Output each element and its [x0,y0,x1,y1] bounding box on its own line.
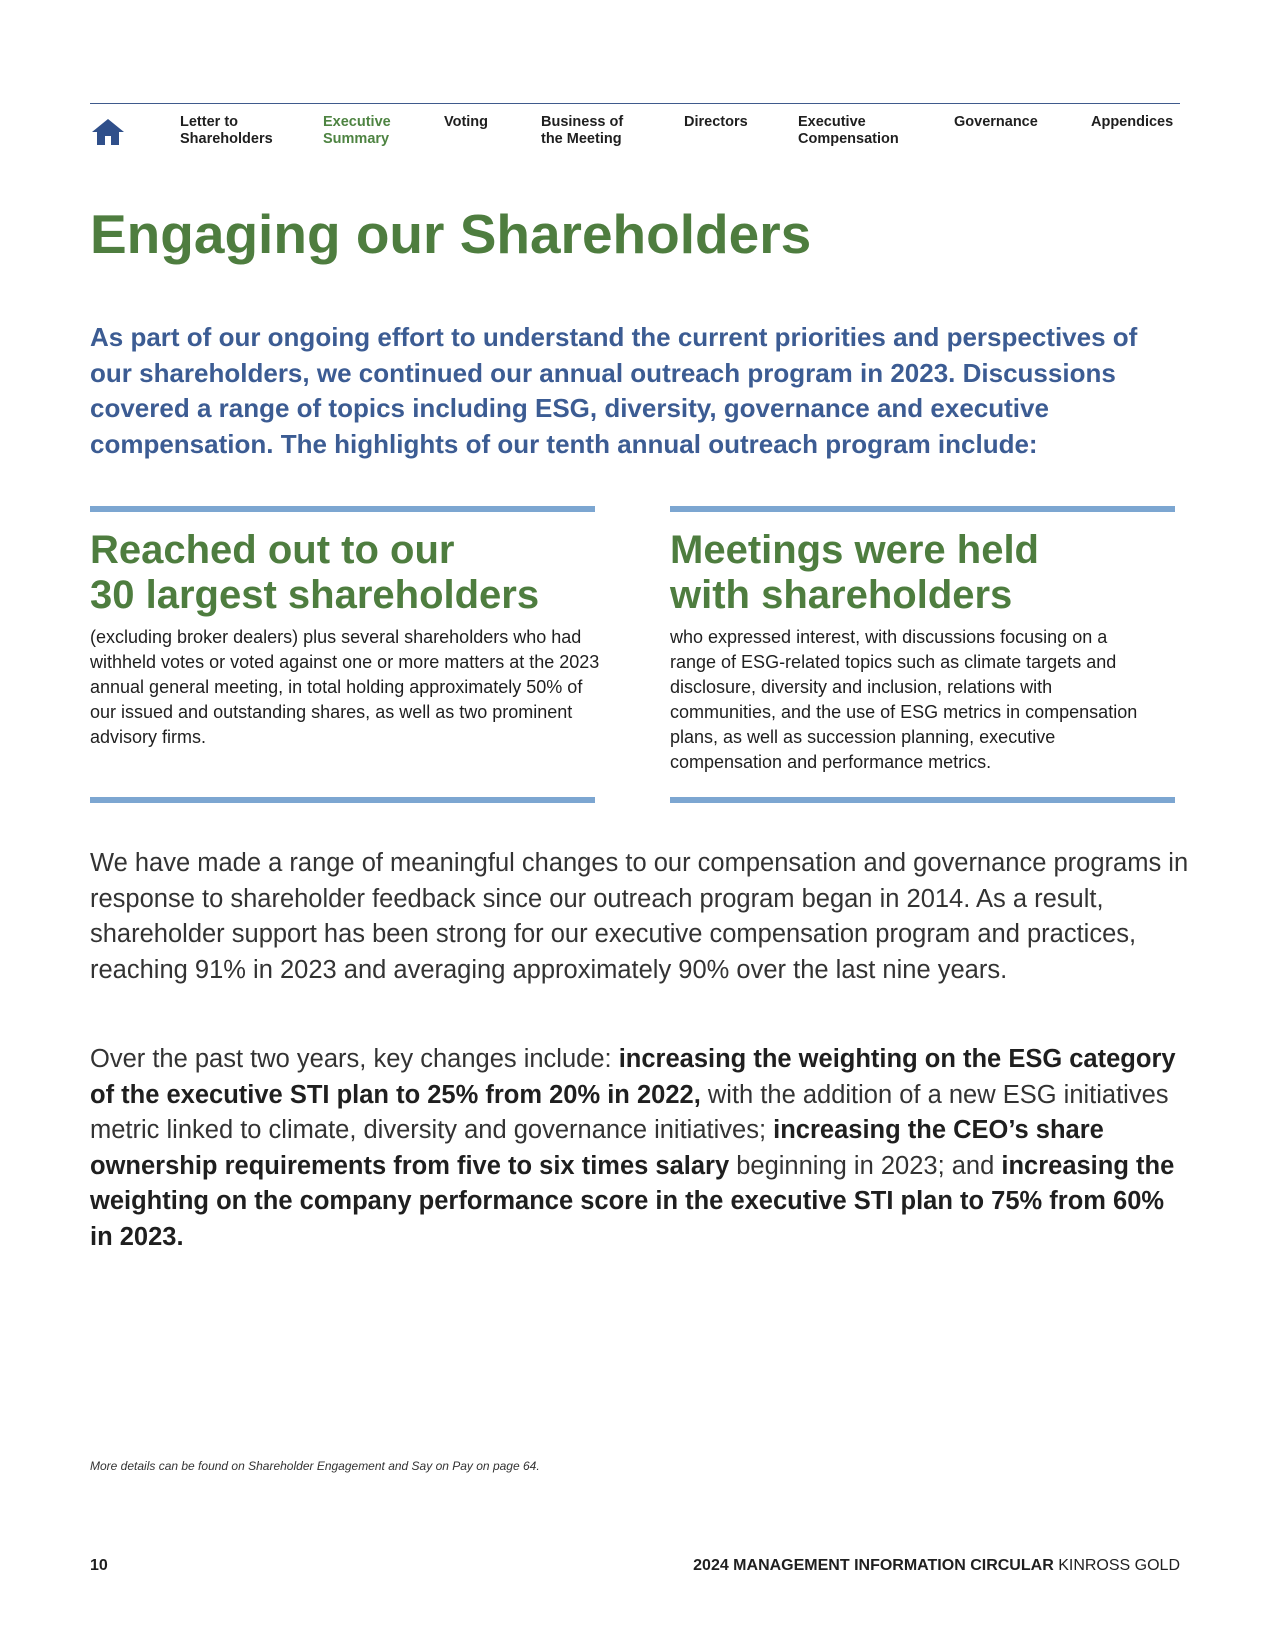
nav-item-voting[interactable] [444,114,488,131]
column-title-line: Meetings were held [670,528,1039,572]
text-run-bold: increasing the weighting on the ESG category of the executive STI plan to 25% from 20% in 2022, [90,1045,1176,1109]
nav-divider [90,103,1180,104]
nav-label-line: Executive [798,114,866,130]
column-top-rule [90,506,595,512]
nav-label-line: Business of [541,114,624,130]
nav-label-line: Directors [684,114,748,130]
footer-title-regular: KINROSS GOLD [1053,1557,1180,1574]
nav-label-line: Letter to [180,114,238,130]
text-run-bold: increasing the weighting on the company performance score in the executive STI plan to 75% from 60% in 2023. [90,1151,1175,1251]
nav-label-line: Executive [323,114,391,130]
column-bottom-rule [90,797,595,803]
column-title-meetings-held [670,528,1039,618]
text-run: with the addition of a new ESG initiatives metric linked to climate, diversity and governance initiatives; [90,1080,1169,1144]
column-title-reached-out [90,528,539,618]
nav-item-governance[interactable] [954,114,1038,131]
nav-label-line: Summary [323,131,390,147]
nav-item-business-of-the-meeting[interactable] [541,114,623,148]
nav-item-appendices[interactable] [1091,114,1173,131]
nav-label-line: Compensation [798,131,899,147]
nav-label-line: Voting [444,114,489,130]
page-title: Engaging our Shareholders [90,203,812,265]
column-title-line: with shareholders [670,573,1013,617]
text-run-bold: increasing the CEO’s share ownership requirements from five to six times salary [90,1116,1104,1180]
footer-title-bold: 2024 MANAGEMENT INFORMATION CIRCULAR [693,1557,1054,1574]
intro-paragraph: As part of our ongoing effort to understand the current priorities and perspectives of our shareholders, we continued our annual outreach program in 2023. Discussions covered a range of topics including ESG, diversity, governance and executive compensation. The highlights of our tenth annual outreach program include: [90,322,1138,459]
column-top-rule [670,506,1175,512]
column-title-line: 30 largest shareholders [90,573,540,617]
column-body-meetings-held: who expressed interest, with discussions focusing on a range of ESG-related topics such as climate targets and disclosure, diversity and inclusion, relations with communities, and the use of ESG metrics in compensation plans, as well as succession planning, executive compensation and performance metrics. [670,627,1138,772]
nav-item-directors[interactable] [684,114,748,131]
column-title-line: Reached out to our [90,528,455,572]
home-icon[interactable] [90,117,126,147]
nav-label-line: the Meeting [541,131,622,147]
nav-label-line: Shareholders [180,131,273,147]
nav-item-letter-to-shareholders[interactable] [180,114,273,148]
footer-title [693,1557,1180,1575]
nav-label-line: Appendices [1091,114,1174,130]
column-body-reached-out: (excluding broker dealers) plus several shareholders who had withheld votes or voted against one or more matters at the 2023 annual general meeting, in total holding approximately 50% of our issued and outstanding shares, as well as two prominent advisory firms. [90,627,600,747]
text-run: Over the past two years, key changes include: [90,1045,619,1073]
nav-label-line: Governance [954,114,1038,130]
text-run: beginning in 2023; and [729,1151,1002,1180]
footnote: More details can be found on Shareholder Engagement and Say on Pay on page 64. [90,1459,540,1473]
body-paragraph-shareholder-support: We have made a range of meaningful changes to our compensation and governance programs in response to shareholder feedback since our outreach program began in 2014. As a result, shareholder support has been strong for our executive compensation program and practices, reaching 91% in 2023 and averaging approximately 90% over the last nine years. [90,849,1189,984]
column-bottom-rule [670,797,1175,803]
body-paragraph-key-changes [90,1042,1190,1255]
page-number: 10 [90,1557,108,1574]
nav-item-executive-compensation[interactable] [798,114,899,148]
nav-item-executive-summary[interactable] [323,114,391,148]
